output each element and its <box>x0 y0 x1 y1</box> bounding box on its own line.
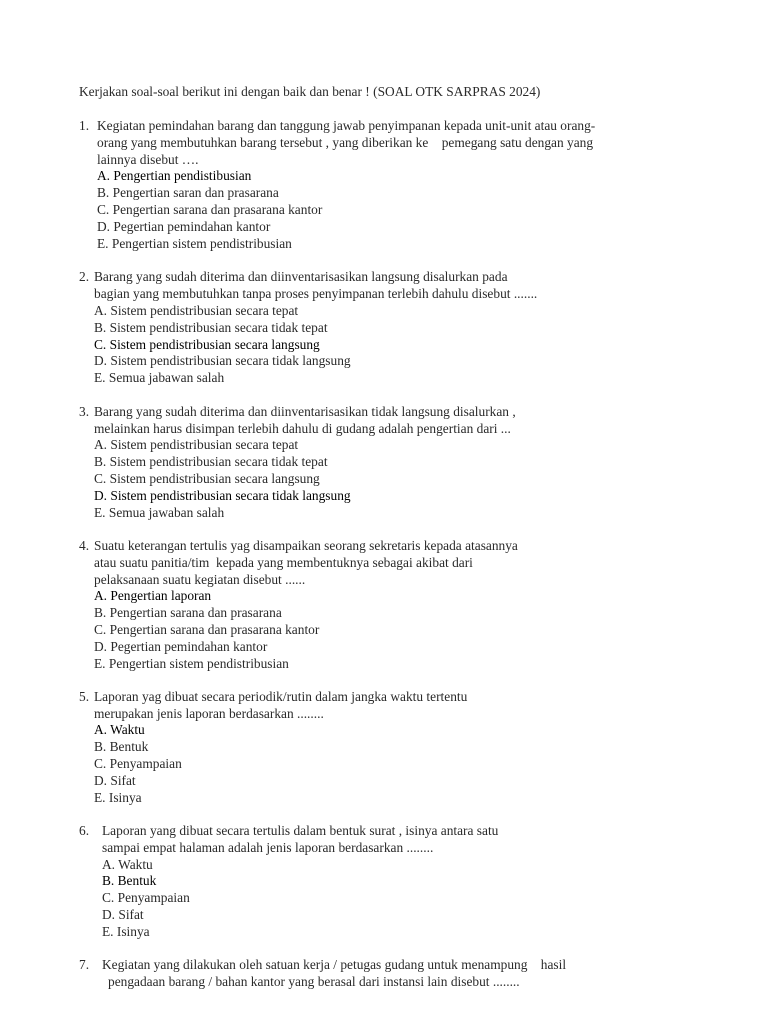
answer-option: D. Sifat <box>102 907 144 922</box>
question-number: 2. <box>79 269 90 284</box>
answer-option: A. Waktu <box>94 722 145 737</box>
answer-option: E. Isinya <box>102 924 150 939</box>
question-text-line: Kegiatan yang dilakukan oleh satuan kerja / petugas gudang untuk menampung hasil <box>102 957 567 972</box>
question-text-line: Kegiatan pemindahan barang dan tanggung jawab penyimpanan kepada unit-unit atau orang- <box>97 118 596 133</box>
answer-option: C. Pengertian sarana dan prasarana kantor <box>97 202 323 217</box>
answer-option: E. Isinya <box>94 790 142 805</box>
question-text-line: Laporan yang dibuat secara tertulis dalam bentuk surat , isinya antara satu <box>102 823 499 838</box>
question-text-line: bagian yang membutuhkan tanpa proses penyimpanan terlebih dahulu disebut ....... <box>94 286 538 301</box>
answer-option: A. Waktu <box>102 857 153 872</box>
answer-option: D. Sifat <box>94 773 136 788</box>
answer-option: A. Pengertian pendistibusian <box>97 168 252 183</box>
question-text-line: Barang yang sudah diterima dan diinventarisasikan langsung disalurkan pada <box>94 269 508 284</box>
answer-option: B. Sistem pendistribusian secara tidak tepat <box>94 320 328 335</box>
answer-option: B. Sistem pendistribusian secara tidak tepat <box>94 454 328 469</box>
answer-option: E. Semua jawaban salah <box>94 505 225 520</box>
answer-option: D. Pegertian pemindahan kantor <box>94 639 268 654</box>
answer-option: E. Pengertian sistem pendistribusian <box>97 236 292 251</box>
question-text-line: Barang yang sudah diterima dan diinventarisasikan tidak langsung disalurkan , <box>94 404 516 419</box>
question-text-line: melainkan harus disimpan terlebih dahulu di gudang adalah pengertian dari ... <box>94 421 511 436</box>
question-text-line: merupakan jenis laporan berdasarkan ........ <box>94 706 324 721</box>
answer-option: C. Sistem pendistribusian secara langsung <box>94 471 320 486</box>
question-number: 4. <box>79 538 90 553</box>
answer-option: B. Pengertian saran dan prasarana <box>97 185 279 200</box>
question-text-line: pelaksanaan suatu kegiatan disebut ...... <box>94 572 306 587</box>
question-text-line: pengadaan barang / bahan kantor yang berasal dari instansi lain disebut ........ <box>108 974 520 989</box>
answer-option: A. Sistem pendistribusian secara tepat <box>94 303 299 318</box>
answer-option: B. Pengertian sarana dan prasarana <box>94 605 282 620</box>
answer-option: C. Penyampaian <box>102 890 190 905</box>
question-number: 7. <box>79 957 90 972</box>
question-number: 1. <box>79 118 90 133</box>
question-text-line: lainnya disebut …. <box>97 152 199 167</box>
answer-option: D. Sistem pendistribusian secara tidak langsung <box>94 353 351 368</box>
answer-option: A. Pengertian laporan <box>94 588 212 603</box>
answer-option: E. Semua jabawan salah <box>94 370 225 385</box>
answer-option: B. Bentuk <box>102 873 157 888</box>
answer-option: D. Sistem pendistribusian secara tidak langsung <box>94 488 351 503</box>
question-number: 6. <box>79 823 90 838</box>
answer-option: B. Bentuk <box>94 739 149 754</box>
answer-option: A. Sistem pendistribusian secara tepat <box>94 437 299 452</box>
question-text-line: orang yang membutuhkan barang tersebut , yang diberikan ke pemegang satu dengan yang <box>97 135 594 150</box>
question-text-line: Laporan yag dibuat secara periodik/rutin dalam jangka waktu tertentu <box>94 689 468 704</box>
question-number: 3. <box>79 404 90 419</box>
answer-option: C. Pengertian sarana dan prasarana kantor <box>94 622 320 637</box>
answer-option: C. Sistem pendistribusian secara langsung <box>94 337 320 352</box>
question-number: 5. <box>79 689 90 704</box>
question-text-line: Suatu keterangan tertulis yag disampaikan seorang sekretaris kepada atasannya <box>94 538 518 553</box>
answer-option: D. Pegertian pemindahan kantor <box>97 219 271 234</box>
question-text-line: atau suatu panitia/tim kepada yang membentuknya sebagai akibat dari <box>94 555 473 570</box>
answer-option: C. Penyampaian <box>94 756 182 771</box>
answer-option: E. Pengertian sistem pendistribusian <box>94 656 289 671</box>
question-text-line: sampai empat halaman adalah jenis laporan berdasarkan ........ <box>102 840 434 855</box>
instruction-text: Kerjakan soal-soal berikut ini dengan baik dan benar ! (SOAL OTK SARPRAS 2024) <box>79 84 541 99</box>
